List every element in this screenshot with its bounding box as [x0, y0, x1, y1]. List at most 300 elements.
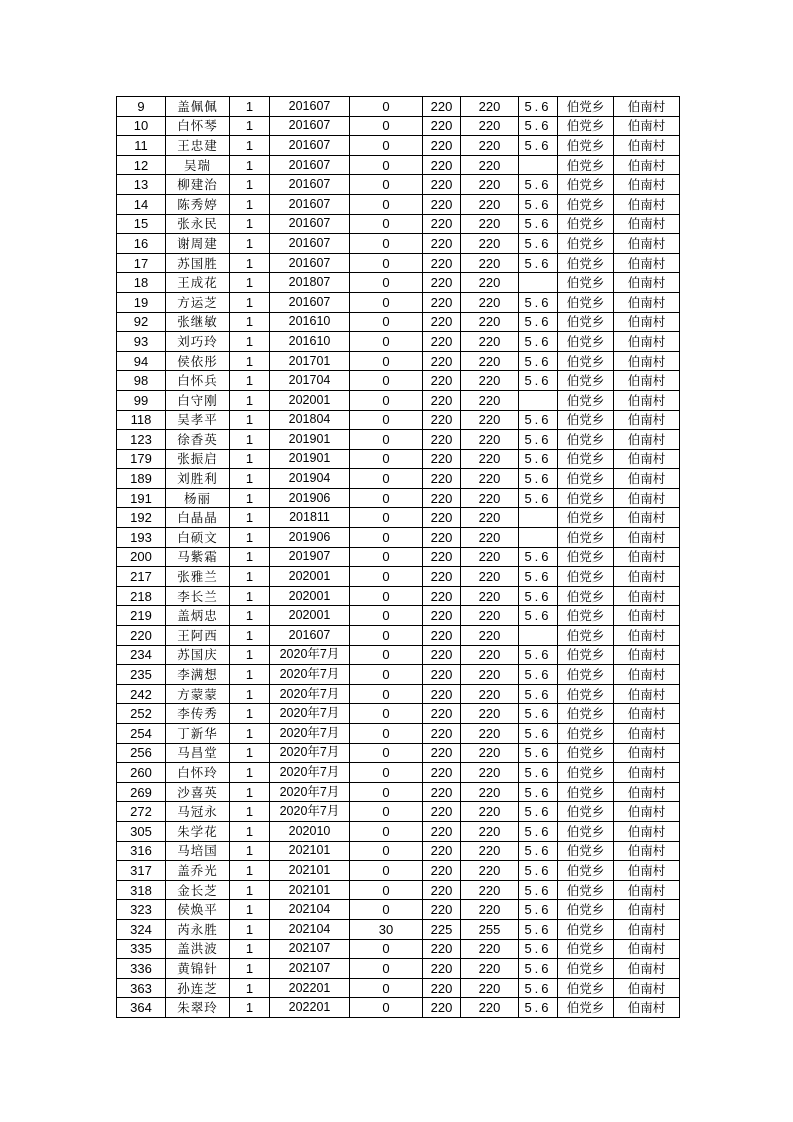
cell-base: 220 — [423, 273, 461, 293]
cell-total: 220 — [461, 194, 519, 214]
cell-base: 220 — [423, 998, 461, 1018]
cell-count: 1 — [230, 253, 270, 273]
cell-count: 1 — [230, 861, 270, 881]
cell-extra: 0 — [350, 410, 423, 430]
cell-name: 王忠建 — [166, 136, 230, 156]
cell-extra: 0 — [350, 684, 423, 704]
cell-village: 伯南村 — [614, 214, 680, 234]
cell-name: 张雅兰 — [166, 567, 230, 587]
cell-date: 201607 — [270, 626, 350, 646]
cell-count: 1 — [230, 586, 270, 606]
cell-base: 220 — [423, 214, 461, 234]
cell-name: 马昌堂 — [166, 743, 230, 763]
cell-town: 伯党乡 — [558, 978, 614, 998]
cell-name: 刘巧玲 — [166, 332, 230, 352]
cell-base: 220 — [423, 763, 461, 783]
cell-town: 伯党乡 — [558, 253, 614, 273]
cell-rate: 5.6 — [519, 351, 558, 371]
cell-base: 220 — [423, 528, 461, 548]
cell-extra: 0 — [350, 606, 423, 626]
cell-count: 1 — [230, 684, 270, 704]
cell-total: 220 — [461, 371, 519, 391]
cell-idx: 179 — [117, 449, 166, 469]
cell-town: 伯党乡 — [558, 626, 614, 646]
cell-count: 1 — [230, 234, 270, 254]
cell-idx: 335 — [117, 939, 166, 959]
cell-village: 伯南村 — [614, 410, 680, 430]
cell-village: 伯南村 — [614, 332, 680, 352]
cell-base: 220 — [423, 253, 461, 273]
table-row — [117, 645, 680, 665]
cell-count: 1 — [230, 978, 270, 998]
cell-date: 201607 — [270, 214, 350, 234]
cell-idx: 17 — [117, 253, 166, 273]
table-row — [117, 724, 680, 744]
cell-name: 侯焕平 — [166, 900, 230, 920]
cell-date: 201607 — [270, 116, 350, 136]
cell-base: 220 — [423, 508, 461, 528]
cell-idx: 192 — [117, 508, 166, 528]
cell-idx: 316 — [117, 841, 166, 861]
cell-village: 伯南村 — [614, 606, 680, 626]
table-row — [117, 704, 680, 724]
cell-total: 220 — [461, 684, 519, 704]
cell-town: 伯党乡 — [558, 919, 614, 939]
cell-count: 1 — [230, 802, 270, 822]
cell-date: 2020年7月 — [270, 724, 350, 744]
cell-name: 朱翠玲 — [166, 998, 230, 1018]
cell-idx: 363 — [117, 978, 166, 998]
cell-idx: 254 — [117, 724, 166, 744]
cell-base: 220 — [423, 802, 461, 822]
cell-name: 金长芝 — [166, 880, 230, 900]
table-row — [117, 586, 680, 606]
cell-rate: 5.6 — [519, 410, 558, 430]
cell-count: 1 — [230, 292, 270, 312]
cell-count: 1 — [230, 469, 270, 489]
cell-count: 1 — [230, 528, 270, 548]
cell-date: 201607 — [270, 136, 350, 156]
cell-rate: 5.6 — [519, 312, 558, 332]
cell-town: 伯党乡 — [558, 743, 614, 763]
table-row — [117, 567, 680, 587]
cell-date: 2020年7月 — [270, 763, 350, 783]
cell-date: 201610 — [270, 332, 350, 352]
cell-name: 徐香英 — [166, 430, 230, 450]
cell-extra: 0 — [350, 332, 423, 352]
cell-village: 伯南村 — [614, 998, 680, 1018]
cell-rate — [519, 626, 558, 646]
cell-rate: 5.6 — [519, 821, 558, 841]
cell-rate: 5.6 — [519, 861, 558, 881]
cell-extra: 0 — [350, 528, 423, 548]
cell-town: 伯党乡 — [558, 430, 614, 450]
cell-idx: 93 — [117, 332, 166, 352]
cell-date: 2020年7月 — [270, 665, 350, 685]
cell-idx: 260 — [117, 763, 166, 783]
table-row — [117, 900, 680, 920]
cell-idx: 272 — [117, 802, 166, 822]
cell-village: 伯南村 — [614, 547, 680, 567]
cell-idx: 189 — [117, 469, 166, 489]
cell-total: 220 — [461, 939, 519, 959]
cell-name: 盖洪波 — [166, 939, 230, 959]
cell-village: 伯南村 — [614, 763, 680, 783]
cell-name: 方运芝 — [166, 292, 230, 312]
cell-extra: 0 — [350, 704, 423, 724]
cell-date: 202001 — [270, 567, 350, 587]
cell-date: 202201 — [270, 978, 350, 998]
cell-rate: 5.6 — [519, 488, 558, 508]
cell-town: 伯党乡 — [558, 175, 614, 195]
cell-village: 伯南村 — [614, 704, 680, 724]
table-row — [117, 841, 680, 861]
cell-name: 李长兰 — [166, 586, 230, 606]
cell-total: 220 — [461, 488, 519, 508]
cell-count: 1 — [230, 116, 270, 136]
cell-total: 220 — [461, 547, 519, 567]
table-row — [117, 665, 680, 685]
cell-village: 伯南村 — [614, 900, 680, 920]
cell-town: 伯党乡 — [558, 97, 614, 117]
cell-total: 220 — [461, 704, 519, 724]
cell-idx: 98 — [117, 371, 166, 391]
cell-name: 苏国庆 — [166, 645, 230, 665]
cell-town: 伯党乡 — [558, 410, 614, 430]
cell-date: 2020年7月 — [270, 645, 350, 665]
cell-base: 220 — [423, 430, 461, 450]
cell-date: 202107 — [270, 939, 350, 959]
cell-village: 伯南村 — [614, 821, 680, 841]
cell-name: 王成花 — [166, 273, 230, 293]
cell-name: 杨丽 — [166, 488, 230, 508]
table-row — [117, 390, 680, 410]
cell-village: 伯南村 — [614, 194, 680, 214]
cell-idx: 18 — [117, 273, 166, 293]
cell-rate: 5.6 — [519, 194, 558, 214]
cell-count: 1 — [230, 645, 270, 665]
cell-count: 1 — [230, 97, 270, 117]
cell-total: 220 — [461, 155, 519, 175]
cell-total: 220 — [461, 782, 519, 802]
cell-name: 吴瑞 — [166, 155, 230, 175]
cell-idx: 252 — [117, 704, 166, 724]
cell-rate: 5.6 — [519, 469, 558, 489]
cell-idx: 305 — [117, 821, 166, 841]
cell-count: 1 — [230, 312, 270, 332]
cell-village: 伯南村 — [614, 253, 680, 273]
table-row — [117, 332, 680, 352]
cell-base: 220 — [423, 900, 461, 920]
cell-count: 1 — [230, 743, 270, 763]
table-row — [117, 821, 680, 841]
cell-idx: 364 — [117, 998, 166, 1018]
cell-town: 伯党乡 — [558, 469, 614, 489]
cell-total: 220 — [461, 136, 519, 156]
table-row — [117, 626, 680, 646]
cell-total: 220 — [461, 234, 519, 254]
cell-name: 白怀兵 — [166, 371, 230, 391]
cell-town: 伯党乡 — [558, 861, 614, 881]
cell-count: 1 — [230, 724, 270, 744]
cell-extra: 0 — [350, 97, 423, 117]
cell-extra: 0 — [350, 175, 423, 195]
cell-extra: 0 — [350, 116, 423, 136]
cell-extra: 0 — [350, 724, 423, 744]
cell-village: 伯南村 — [614, 273, 680, 293]
cell-base: 220 — [423, 371, 461, 391]
cell-idx: 324 — [117, 919, 166, 939]
cell-extra: 0 — [350, 136, 423, 156]
cell-idx: 317 — [117, 861, 166, 881]
cell-base: 220 — [423, 782, 461, 802]
cell-base: 220 — [423, 116, 461, 136]
cell-rate: 5.6 — [519, 214, 558, 234]
cell-base: 220 — [423, 880, 461, 900]
cell-village: 伯南村 — [614, 959, 680, 979]
cell-village: 伯南村 — [614, 136, 680, 156]
cell-count: 1 — [230, 782, 270, 802]
cell-extra: 0 — [350, 880, 423, 900]
cell-extra: 0 — [350, 567, 423, 587]
cell-date: 201904 — [270, 469, 350, 489]
cell-town: 伯党乡 — [558, 234, 614, 254]
cell-date: 201607 — [270, 155, 350, 175]
cell-rate: 5.6 — [519, 116, 558, 136]
cell-town: 伯党乡 — [558, 959, 614, 979]
cell-town: 伯党乡 — [558, 802, 614, 822]
cell-total: 220 — [461, 312, 519, 332]
cell-count: 1 — [230, 430, 270, 450]
cell-extra: 0 — [350, 430, 423, 450]
cell-count: 1 — [230, 273, 270, 293]
cell-date: 202001 — [270, 390, 350, 410]
cell-count: 1 — [230, 136, 270, 156]
cell-village: 伯南村 — [614, 802, 680, 822]
cell-town: 伯党乡 — [558, 547, 614, 567]
cell-total: 220 — [461, 724, 519, 744]
table-row — [117, 998, 680, 1018]
cell-town: 伯党乡 — [558, 508, 614, 528]
cell-town: 伯党乡 — [558, 900, 614, 920]
cell-total: 220 — [461, 821, 519, 841]
cell-idx: 19 — [117, 292, 166, 312]
cell-rate: 5.6 — [519, 998, 558, 1018]
cell-count: 1 — [230, 763, 270, 783]
cell-rate: 5.6 — [519, 292, 558, 312]
cell-base: 220 — [423, 488, 461, 508]
cell-total: 220 — [461, 959, 519, 979]
cell-name: 马冠永 — [166, 802, 230, 822]
cell-rate: 5.6 — [519, 234, 558, 254]
cell-name: 盖乔光 — [166, 861, 230, 881]
cell-village: 伯南村 — [614, 743, 680, 763]
cell-village: 伯南村 — [614, 684, 680, 704]
cell-village: 伯南村 — [614, 469, 680, 489]
cell-name: 王阿西 — [166, 626, 230, 646]
cell-total: 220 — [461, 802, 519, 822]
table-row — [117, 312, 680, 332]
cell-total: 220 — [461, 586, 519, 606]
cell-base: 220 — [423, 390, 461, 410]
cell-extra: 0 — [350, 390, 423, 410]
cell-idx: 220 — [117, 626, 166, 646]
cell-total: 220 — [461, 410, 519, 430]
cell-name: 刘胜利 — [166, 469, 230, 489]
cell-base: 220 — [423, 841, 461, 861]
cell-town: 伯党乡 — [558, 606, 614, 626]
cell-extra: 0 — [350, 939, 423, 959]
cell-date: 2020年7月 — [270, 743, 350, 763]
cell-extra: 0 — [350, 508, 423, 528]
cell-base: 220 — [423, 332, 461, 352]
cell-idx: 13 — [117, 175, 166, 195]
cell-idx: 256 — [117, 743, 166, 763]
table-row — [117, 959, 680, 979]
table-row — [117, 97, 680, 117]
cell-village: 伯南村 — [614, 155, 680, 175]
cell-total: 220 — [461, 351, 519, 371]
cell-town: 伯党乡 — [558, 841, 614, 861]
table-row — [117, 214, 680, 234]
cell-idx: 123 — [117, 430, 166, 450]
table-row — [117, 508, 680, 528]
cell-base: 220 — [423, 959, 461, 979]
cell-rate: 5.6 — [519, 743, 558, 763]
cell-name: 马培国 — [166, 841, 230, 861]
cell-count: 1 — [230, 939, 270, 959]
cell-rate: 5.6 — [519, 449, 558, 469]
cell-extra: 0 — [350, 900, 423, 920]
cell-rate: 5.6 — [519, 430, 558, 450]
cell-date: 201607 — [270, 97, 350, 117]
cell-count: 1 — [230, 410, 270, 430]
cell-town: 伯党乡 — [558, 155, 614, 175]
cell-idx: 92 — [117, 312, 166, 332]
cell-town: 伯党乡 — [558, 351, 614, 371]
cell-rate — [519, 528, 558, 548]
cell-count: 1 — [230, 547, 270, 567]
cell-village: 伯南村 — [614, 939, 680, 959]
cell-extra: 0 — [350, 743, 423, 763]
cell-count: 1 — [230, 998, 270, 1018]
cell-extra: 0 — [350, 998, 423, 1018]
table-row — [117, 802, 680, 822]
cell-village: 伯南村 — [614, 528, 680, 548]
cell-rate — [519, 508, 558, 528]
cell-village: 伯南村 — [614, 665, 680, 685]
cell-rate: 5.6 — [519, 978, 558, 998]
cell-village: 伯南村 — [614, 841, 680, 861]
cell-town: 伯党乡 — [558, 704, 614, 724]
cell-name: 芮永胜 — [166, 919, 230, 939]
table-row — [117, 116, 680, 136]
cell-town: 伯党乡 — [558, 332, 614, 352]
cell-town: 伯党乡 — [558, 724, 614, 744]
cell-village: 伯南村 — [614, 430, 680, 450]
cell-date: 201704 — [270, 371, 350, 391]
cell-town: 伯党乡 — [558, 528, 614, 548]
cell-count: 1 — [230, 821, 270, 841]
cell-village: 伯南村 — [614, 97, 680, 117]
cell-total: 220 — [461, 665, 519, 685]
cell-idx: 323 — [117, 900, 166, 920]
cell-rate: 5.6 — [519, 97, 558, 117]
cell-village: 伯南村 — [614, 586, 680, 606]
cell-idx: 193 — [117, 528, 166, 548]
cell-extra: 0 — [350, 312, 423, 332]
table-row — [117, 371, 680, 391]
cell-total: 220 — [461, 567, 519, 587]
cell-count: 1 — [230, 665, 270, 685]
cell-idx: 218 — [117, 586, 166, 606]
cell-village: 伯南村 — [614, 724, 680, 744]
cell-rate: 5.6 — [519, 645, 558, 665]
cell-town: 伯党乡 — [558, 665, 614, 685]
cell-date: 202001 — [270, 606, 350, 626]
cell-village: 伯南村 — [614, 449, 680, 469]
cell-town: 伯党乡 — [558, 684, 614, 704]
cell-idx: 269 — [117, 782, 166, 802]
cell-village: 伯南村 — [614, 861, 680, 881]
cell-town: 伯党乡 — [558, 292, 614, 312]
table-row — [117, 488, 680, 508]
cell-idx: 14 — [117, 194, 166, 214]
cell-count: 1 — [230, 332, 270, 352]
cell-total: 220 — [461, 900, 519, 920]
cell-date: 2020年7月 — [270, 684, 350, 704]
cell-date: 202104 — [270, 919, 350, 939]
table-row — [117, 234, 680, 254]
cell-extra: 0 — [350, 234, 423, 254]
cell-name: 朱学花 — [166, 821, 230, 841]
cell-extra: 0 — [350, 861, 423, 881]
cell-count: 1 — [230, 488, 270, 508]
cell-count: 1 — [230, 704, 270, 724]
cell-idx: 200 — [117, 547, 166, 567]
cell-idx: 118 — [117, 410, 166, 430]
cell-base: 220 — [423, 939, 461, 959]
cell-count: 1 — [230, 449, 270, 469]
cell-base: 220 — [423, 351, 461, 371]
cell-extra: 0 — [350, 351, 423, 371]
cell-village: 伯南村 — [614, 371, 680, 391]
cell-extra: 0 — [350, 449, 423, 469]
roster-table — [116, 96, 680, 1018]
cell-village: 伯南村 — [614, 488, 680, 508]
cell-extra: 0 — [350, 841, 423, 861]
table-row — [117, 469, 680, 489]
table-row — [117, 175, 680, 195]
cell-date: 201607 — [270, 234, 350, 254]
cell-village: 伯南村 — [614, 390, 680, 410]
cell-date: 202101 — [270, 880, 350, 900]
cell-date: 202104 — [270, 900, 350, 920]
cell-rate: 5.6 — [519, 371, 558, 391]
cell-base: 220 — [423, 665, 461, 685]
cell-name: 马紫霜 — [166, 547, 230, 567]
cell-extra: 30 — [350, 919, 423, 939]
cell-total: 220 — [461, 175, 519, 195]
cell-name: 孙连芝 — [166, 978, 230, 998]
cell-base: 220 — [423, 586, 461, 606]
cell-extra: 0 — [350, 586, 423, 606]
cell-town: 伯党乡 — [558, 880, 614, 900]
cell-base: 220 — [423, 292, 461, 312]
cell-town: 伯党乡 — [558, 214, 614, 234]
table-row — [117, 136, 680, 156]
cell-town: 伯党乡 — [558, 312, 614, 332]
